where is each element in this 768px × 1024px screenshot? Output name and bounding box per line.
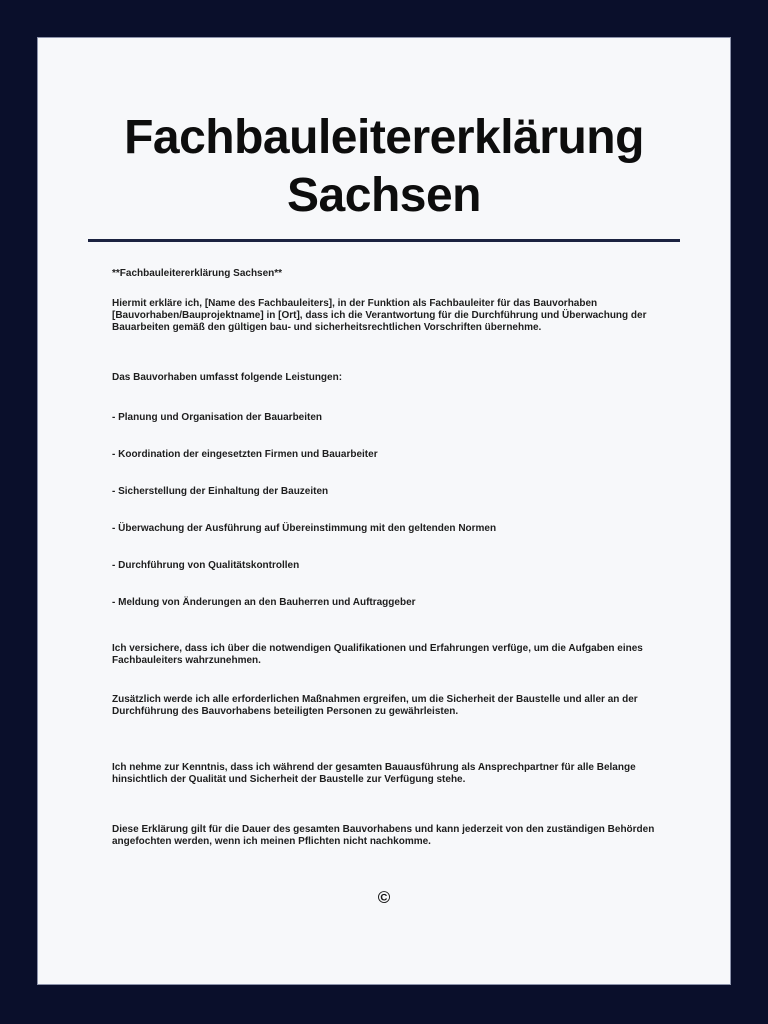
list-item: - Durchführung von Qualitätskontrollen: [112, 560, 300, 571]
document-body: [112, 268, 656, 908]
document-title: Fachbauleitererklärung Sachsen: [124, 111, 644, 222]
copyright-symbol: ©: [377, 888, 391, 907]
paragraph-safety: Zusätzlich werde ich alle erforderlichen Maßnahmen ergreifen, um die Sicherheit der Baustelle und aller an der Durchführung des Bauvorhabens beteiligten Personen zu gewährleisten.: [112, 694, 638, 717]
paragraph-services-intro: Das Bauvorhaben umfasst folgende Leistungen:: [112, 372, 343, 383]
list-item: - Planung und Organisation der Bauarbeiten: [112, 412, 323, 423]
list-item: - Koordination der eingesetzten Firmen und Bauarbeiter: [112, 449, 378, 460]
document-page: [37, 37, 731, 985]
list-item: - Meldung von Änderungen an den Bauherren und Auftraggeber: [112, 597, 416, 608]
paragraph-intro: Hiermit erkläre ich, [Name des Fachbauleiters], in der Funktion als Fachbauleiter für das Bauvorhaben [Bauvorhaben/Bauprojektname] in [Ort], dass ich die Verantwortung für die Durchführung und Überwachung der Bauarbeiten gemäß den gültigen bau- und sicherheitsrechtlichen Vorschriften übernehme.: [112, 298, 647, 333]
markdown-heading: **Fachbauleitererklärung Sachsen**: [112, 268, 283, 279]
paragraph-contact: Ich nehme zur Kenntnis, dass ich während der gesamten Bauausführung als Ansprechpartner für alle Belange hinsichtlich der Qualität und Sicherheit der Baustelle zur Verfügung stehe.: [112, 762, 636, 785]
paragraph-validity: Diese Erklärung gilt für die Dauer des gesamten Bauvorhabens und kann jederzeit von den zuständigen Behörden angefochten werden, wenn ich meinen Pflichten nicht nachkomme.: [112, 824, 655, 847]
title-divider: [88, 239, 680, 242]
list-item: - Sicherstellung der Einhaltung der Bauzeiten: [112, 486, 329, 497]
list-item: - Überwachung der Ausführung auf Übereinstimmung mit den geltenden Normen: [112, 523, 497, 534]
paragraph-assurance: Ich versichere, dass ich über die notwendigen Qualifikationen und Erfahrungen verfüge, um die Aufgaben eines Fachbauleiters wahrzunehmen.: [112, 643, 643, 666]
